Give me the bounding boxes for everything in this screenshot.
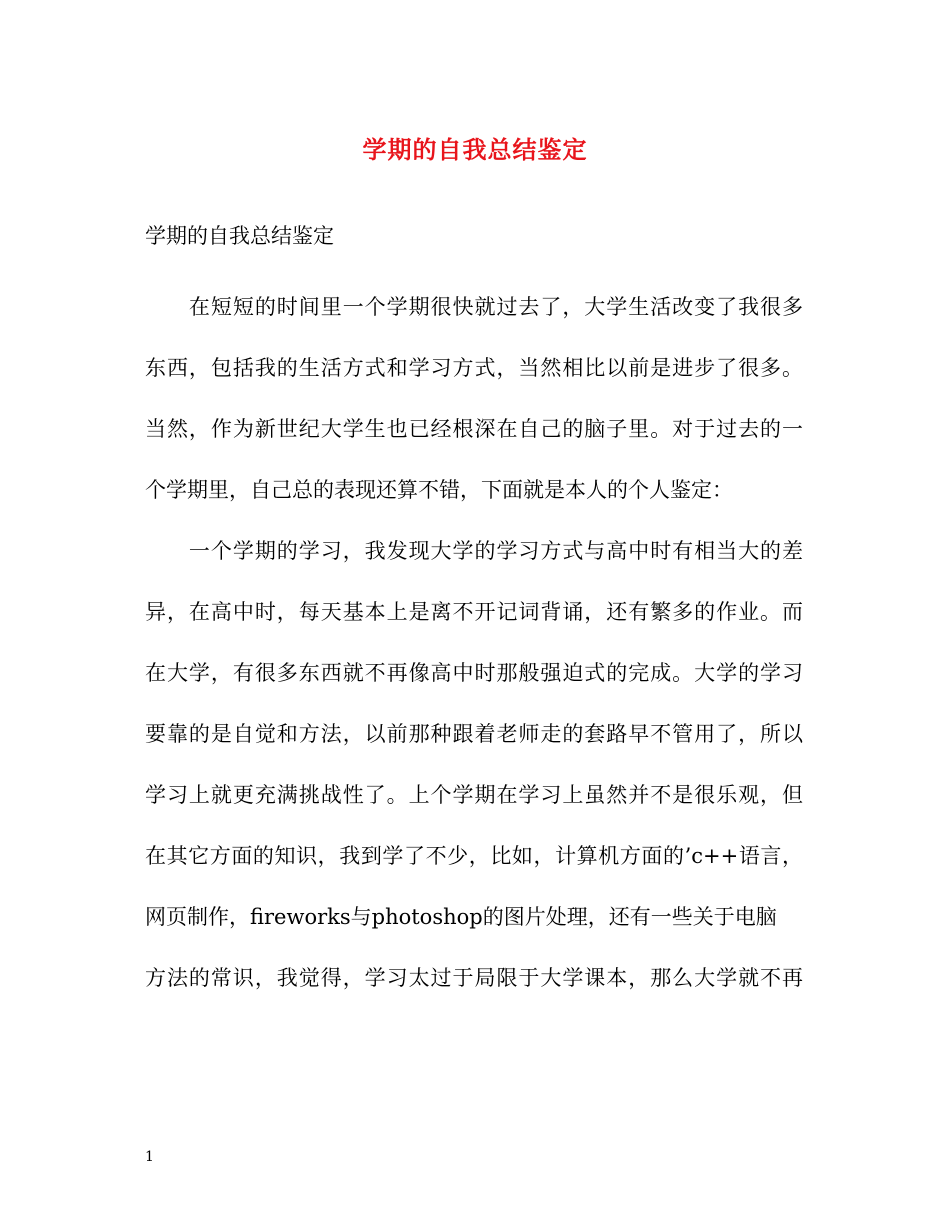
paragraph-line: 在其它方面的知识，我到学了不少，比如，计算机方面的’c++语言， [145, 844, 803, 868]
paragraph-line: 东西，包括我的生活方式和学习方式，当然相比以前是进步了很多。 [145, 356, 803, 380]
paragraph-line: 异，在高中时，每天基本上是离不开记词背诵，还有繁多的作业。而 [145, 600, 803, 624]
paragraph-line: 网页制作，fireworks与photoshop的图片处理，还有一些关于电脑 [145, 905, 777, 929]
page-number: 1 [145, 1149, 154, 1165]
document-title: 学期的自我总结鉴定 [362, 135, 588, 164]
paragraph-line: 个学期里，自己总的表现还算不错，下面就是本人的个人鉴定： [145, 478, 733, 502]
paragraph-line: 学习上就更充满挑战性了。上个学期在学习上虽然并不是很乐观，但 [145, 783, 803, 807]
paragraph-line: 要靠的是自觉和方法，以前那种跟着老师走的套路早不管用了，所以 [145, 722, 803, 746]
body-text [145, 277, 803, 1009]
paragraph-line: 方法的常识，我觉得，学习太过于局限于大学课本，那么大学就不再 [145, 966, 803, 990]
paragraph-line: 当然，作为新世纪大学生也已经根深在自己的脑子里。对于过去的一 [145, 417, 803, 441]
paragraph-line: 在短短的时间里一个学期很快就过去了，大学生活改变了我很多 [145, 295, 803, 319]
document-subtitle: 学期的自我总结鉴定 [145, 224, 334, 248]
paragraph-line: 一个学期的学习，我发现大学的学习方式与高中时有相当大的差 [145, 539, 803, 563]
paragraph-line: 在大学，有很多东西就不再像高中时那般强迫式的完成。大学的学习 [145, 661, 803, 685]
